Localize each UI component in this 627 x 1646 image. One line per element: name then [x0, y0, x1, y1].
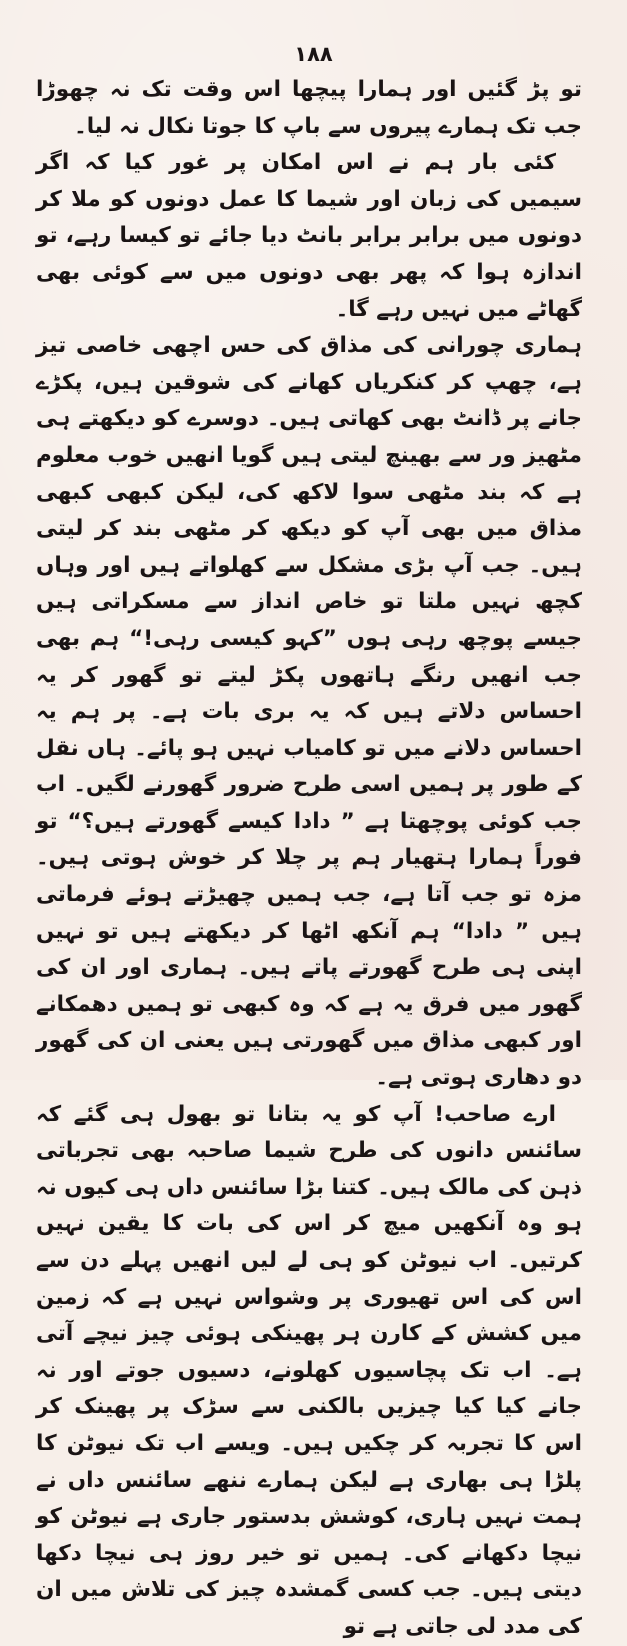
paragraph-2: کئی بار ہم نے اس امکان پر غور کیا کہ اگر سیمیں کی زبان اور شیما کا عمل دونوں کو ملا کر دونوں میں برابر برابر بانٹ دیا جائے تو کیسا رہے، تو اندازہ ہوا کہ پھر بھی دونوں میں سے کوئی بھی گھاٹے میں نہیں رہے گا۔ — [36, 150, 582, 322]
paragraph-4: ارے صاحب! آپ کو یہ بتانا تو بھول ہی گئے کہ سائنس دانوں کی طرح شیما صاحبہ بھی تجرباتی ذہن کی مالک ہیں۔ کتنا بڑا سائنس داں ہی کیوں نہ ہو وہ آنکھیں میچ کر اس کی بات کا یقین نہیں کرتیں۔ اب نیوٹن کو ہی لے لیں انھیں پہلے دن سے اس کی اس تھیوری پر وشواس نہیں ہے کہ زمین میں کشش کے کارن ہر پھینکی ہوئی چیز نیچے آتی ہے۔ اب تک پچاسیوں کھلونے، دسیوں جوتے اور نہ جانے کیا کیا چیزیں بالکنی سے سڑک پر پھینک کر اس کا تجربہ کر چکیں ہیں۔ ویسے اب تک نیوٹن کا پلڑا ہی بھاری ہے لیکن ہمارے ننھے سائنس داں نے ہمت نہیں ہاری، کوشش بدستور جاری ہے نیوٹن کو نیچا دکھانے کی۔ ہمیں تو خیر روز ہی نیچا دکھا دیتی ہیں۔ جب کسی گمشدہ چیز کی تلاش میں ان کی مدد لی جاتی ہے تو — [36, 1101, 582, 1639]
paragraph-3: ہماری چورانی کی مذاق کی حس اچھی خاصی تیز ہے، چھپ کر کنکریاں کھانے کی شوقین ہیں، پکڑے جانے پر ڈانٹ بھی کھاتی ہیں۔ دوسرے کو دیکھتے ہی مٹھیز ور سے بھینچ لیتی ہیں گویا انھیں خوب معلوم ہے کہ بند مٹھی سوا لاکھ کی، لیکن کبھی کبھی مذاق میں بھی آپ کو دیکھ کر مٹھی بند کر لیتی ہیں۔ جب آپ بڑی مشکل سے کھلواتے ہیں اور وہاں کچھ نہیں ملتا تو خاص انداز سے مسکراتی ہیں جیسے پوچھ رہی ہوں ”کہو کیسی رہی!“ ہم بھی جب انھیں رنگے ہاتھوں پکڑ لیتے تو گھور کر یہ احساس دلاتے ہیں کہ یہ بری بات ہے۔ پر ہم یہ احساس دلانے میں تو کامیاب نہیں ہو پائے۔ ہاں نقل کے طور پر ہمیں اسی طرح ضرور گھورنے لگیں۔ اب جب کوئی پوچھتا ہے ” دادا کیسے گھورتے ہیں؟“ تو فوراً ہمارا ہتھیار ہم پر چلا کر خوش ہوتی ہیں۔ مزہ تو جب آتا ہے، جب ہمیں چھیڑتے ہوئے فرماتی ہیں ” دادا“ ہم آنکھ اٹھا کر دیکھتے ہیں تو نہیں اپنی ہی طرح گھورتے پاتے ہیں۔ ہماری اور ان کی گھور میں فرق یہ ہے کہ وہ کبھی تو ہمیں دھمکانے اور کبھی مذاق میں گھورتی ہیں یعنی ان کی گھور دو دھاری ہوتی ہے۔ — [36, 333, 582, 1091]
page-number: ١٨٨ — [294, 42, 333, 66]
body-text — [36, 72, 582, 1646]
paragraph-1: تو پڑ گئیں اور ہمارا پیچھا اس وقت تک نہ چھوڑا جب تک ہمارے پیروں سے باپ کا جوتا نکال نہ لیا۔ — [36, 77, 582, 139]
